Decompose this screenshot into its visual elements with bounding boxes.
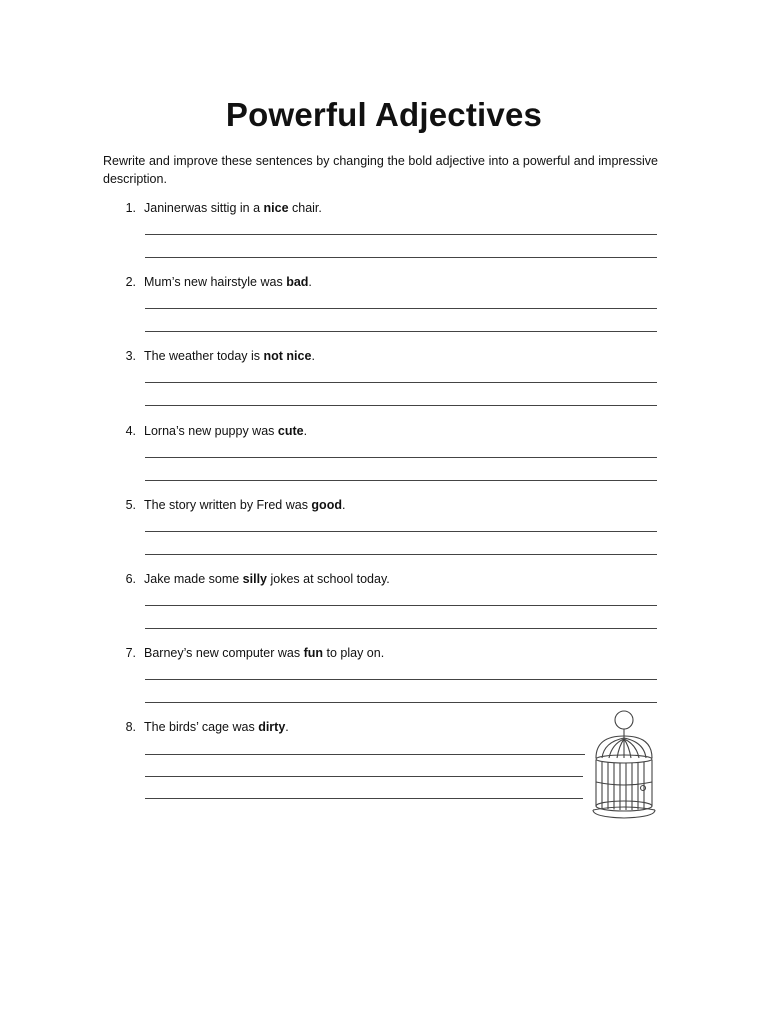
page-title: Powerful Adjectives: [225, 96, 543, 133]
question-text: Mum’s new hairstyle was bad.: [144, 275, 312, 289]
answer-line[interactable]: [145, 554, 657, 555]
question-number: 7.: [125, 646, 136, 660]
answer-line[interactable]: [145, 702, 657, 703]
question-number: 4.: [125, 424, 136, 438]
bold-adjective: silly: [242, 572, 267, 586]
bold-adjective: cute: [277, 424, 304, 438]
answer-line[interactable]: [145, 798, 583, 799]
question-text: The story written by Fred was good.: [144, 498, 346, 512]
bold-adjective: dirty: [258, 720, 286, 734]
bold-adjective: nice: [263, 201, 289, 215]
answer-line[interactable]: [145, 679, 657, 680]
birdcage-icon: [588, 706, 662, 824]
question-text: Lorna’s new puppy was cute.: [144, 424, 308, 438]
answer-line[interactable]: [145, 531, 657, 532]
instructions-text: Rewrite and improve these sentences by changing the bold adjective into a powerful and impressive description.: [103, 154, 658, 186]
answer-line[interactable]: [145, 257, 657, 258]
answer-line[interactable]: [145, 331, 657, 332]
answer-line[interactable]: [145, 605, 657, 606]
question-text: The birds’ cage was dirty.: [144, 720, 289, 734]
answer-line[interactable]: [145, 776, 583, 777]
question-number: 1.: [125, 201, 136, 215]
answer-line[interactable]: [145, 457, 657, 458]
question-number: 3.: [125, 349, 136, 363]
bold-adjective: fun: [303, 646, 324, 660]
question-number: 2.: [125, 275, 136, 289]
question-number: 5.: [125, 498, 136, 512]
answer-line[interactable]: [145, 480, 657, 481]
bold-adjective: good: [311, 498, 342, 512]
answer-line[interactable]: [145, 405, 657, 406]
bold-adjective: not nice: [263, 349, 312, 363]
question-text: Barney’s new computer was fun to play on.: [144, 646, 385, 660]
answer-line[interactable]: [145, 754, 585, 755]
question-text: Janinerwas sittig in a nice chair.: [144, 201, 322, 215]
answer-line[interactable]: [145, 308, 657, 309]
answer-line[interactable]: [145, 234, 657, 235]
answer-line[interactable]: [145, 382, 657, 383]
question-text: Jake made some silly jokes at school today.: [144, 572, 390, 586]
question-text: The weather today is not nice.: [144, 349, 315, 363]
bold-adjective: bad: [286, 275, 309, 289]
answer-line[interactable]: [145, 628, 657, 629]
question-number: 8.: [125, 720, 136, 734]
question-number: 6.: [125, 572, 136, 586]
